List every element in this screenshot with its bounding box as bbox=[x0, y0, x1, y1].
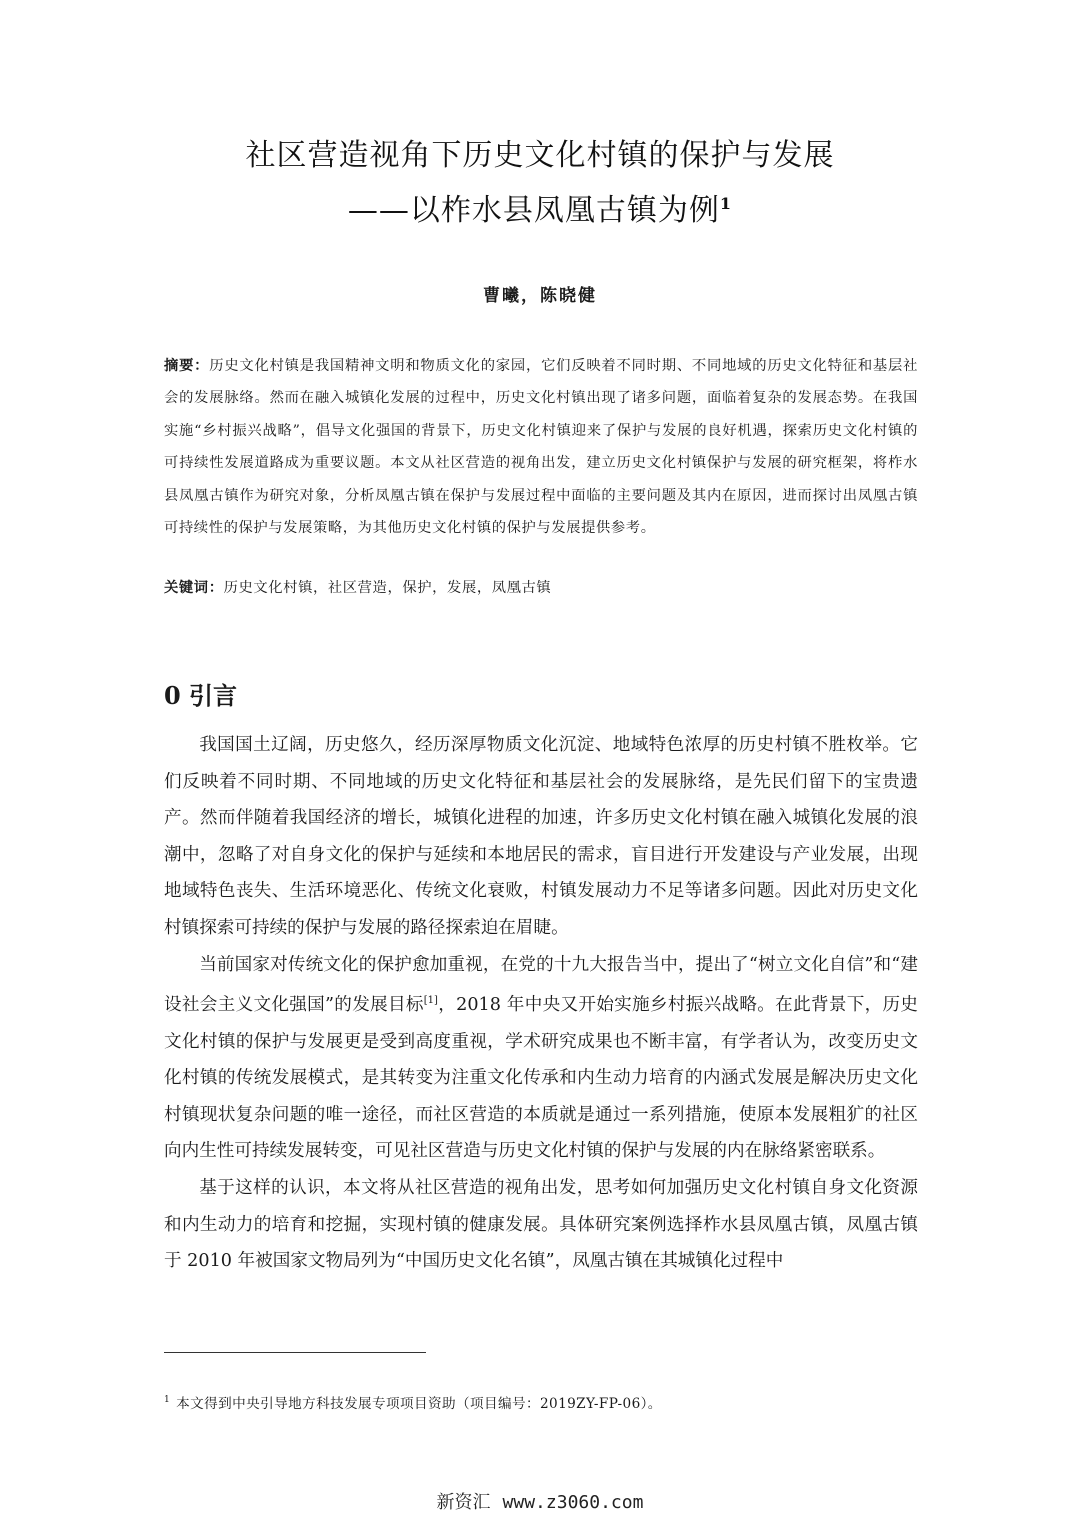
paragraph-2 bbox=[164, 947, 918, 1170]
title-line-2: ——以柞水县凤凰古镇为例 bbox=[347, 193, 720, 228]
footnote-text: 本文得到中央引导地方科技发展专项项目资助（项目编号：2019ZY-FP-06）。 bbox=[176, 1396, 662, 1412]
paper-title bbox=[0, 130, 1080, 174]
section-heading: 0 引言 bbox=[164, 681, 238, 710]
abstract-label: 摘要： bbox=[164, 358, 210, 374]
title-footnote-mark: 1 bbox=[719, 194, 733, 213]
watermark-site-name: 新资汇 bbox=[436, 1492, 491, 1513]
citation-ref[interactable]: [1] bbox=[423, 995, 438, 1007]
paragraph-3: 基于这样的认识，本文将从社区营造的视角出发，思考如何加强历史文化村镇自身文化资源和内生动力的培育和挖掘，实现村镇的健康发展。具体研究案例选择柞水县凤凰古镇，凤凰古镇于 2010 年被国家文物局列为“中国历史文化名镇”，凤凰古镇在其城镇化过程中 bbox=[164, 1177, 918, 1272]
keywords bbox=[164, 574, 918, 602]
keywords-text: 历史文化村镇，社区营造，保护，发展，凤凰古镇 bbox=[223, 580, 552, 596]
paragraph-2-part-a: 当前国家对传统文化的保护愈加重视，在党的十九大报告当中，提出了“树立文化自信”和“建设社会主义文化强国”的发展目标 bbox=[164, 954, 918, 1016]
watermark-url: www.z3060.com bbox=[502, 1492, 644, 1513]
abstract-text: 历史文化村镇是我国精神文明和物质文化的家园，它们反映着不同时期、不同地域的历史文化特征和基层社会的发展脉络。然而在融入城镇化发展的过程中，历史文化村镇出现了诸多问题，面临着复杂的发展态势。在我国实施“乡村振兴战略”，倡导文化强国的背景下，历史文化村镇迎来了保护与发展的良好机遇，探索历史文化村镇的可持续性发展道路成为重要议题。本文从社区营造的视角出发，建立历史文化村镇保护与发展的研究框架，将柞水县凤凰古镇作为研究对象，分析凤凰古镇在保护与发展过程中面临的主要问题及其内在原因，进而探讨出凤凰古镇可持续性的保护与发展策略，为其他历史文化村镇的保护与发展提供参考。 bbox=[164, 358, 918, 537]
keywords-label: 关键词： bbox=[164, 580, 224, 596]
footnote bbox=[164, 1392, 918, 1412]
paragraph-1: 我国国土辽阔，历史悠久，经历深厚物质文化沉淀、地域特色浓厚的历史村镇不胜枚举。它们反映着不同时期、不同地域的历史文化特征和基层社会的发展脉络，是先民们留下的宝贵遗产。然而伴随着我国经济的增长，城镇化进程的加速，许多历史文化村镇在融入城镇化发展的浪潮中，忽略了对自身文化的保护与延续和本地居民的需求，盲目进行开发建设与产业发展，出现地域特色丧失、生活环境恶化、传统文化衰败，村镇发展动力不足等诸多问题。因此对历史文化村镇探索可持续的保护与发展的路径探索迫在眉睫。 bbox=[164, 735, 918, 938]
footnote-divider bbox=[164, 1352, 426, 1353]
watermark bbox=[0, 1488, 1080, 1514]
authors: 曹曦，陈晓健 bbox=[483, 286, 597, 306]
body-text bbox=[164, 727, 918, 1280]
paragraph-2-part-b: ，2018 年中央又开始实施乡村振兴战略。在此背景下，历史文化村镇的保护与发展更是受到高度重视，学术研究成果也不断丰富，有学者认为，改变历史文化村镇的传统发展模式，是其转变为注重文化传承和内生动力培育的内涵式发展是解决历史文化村镇现状复杂问题的唯一途径，而社区营造的本质就是通过一系列措施，使原本发展粗犷的社区向内生性可持续发展转变，可见社区营造与历史文化村镇的保护与发展的内在脉络紧密联系。 bbox=[164, 995, 919, 1162]
footnote-mark: 1 bbox=[164, 1395, 171, 1406]
paper-subtitle bbox=[0, 185, 1080, 229]
abstract bbox=[164, 350, 918, 544]
title-line-1: 社区营造视角下历史文化村镇的保护与发展 bbox=[245, 138, 835, 173]
